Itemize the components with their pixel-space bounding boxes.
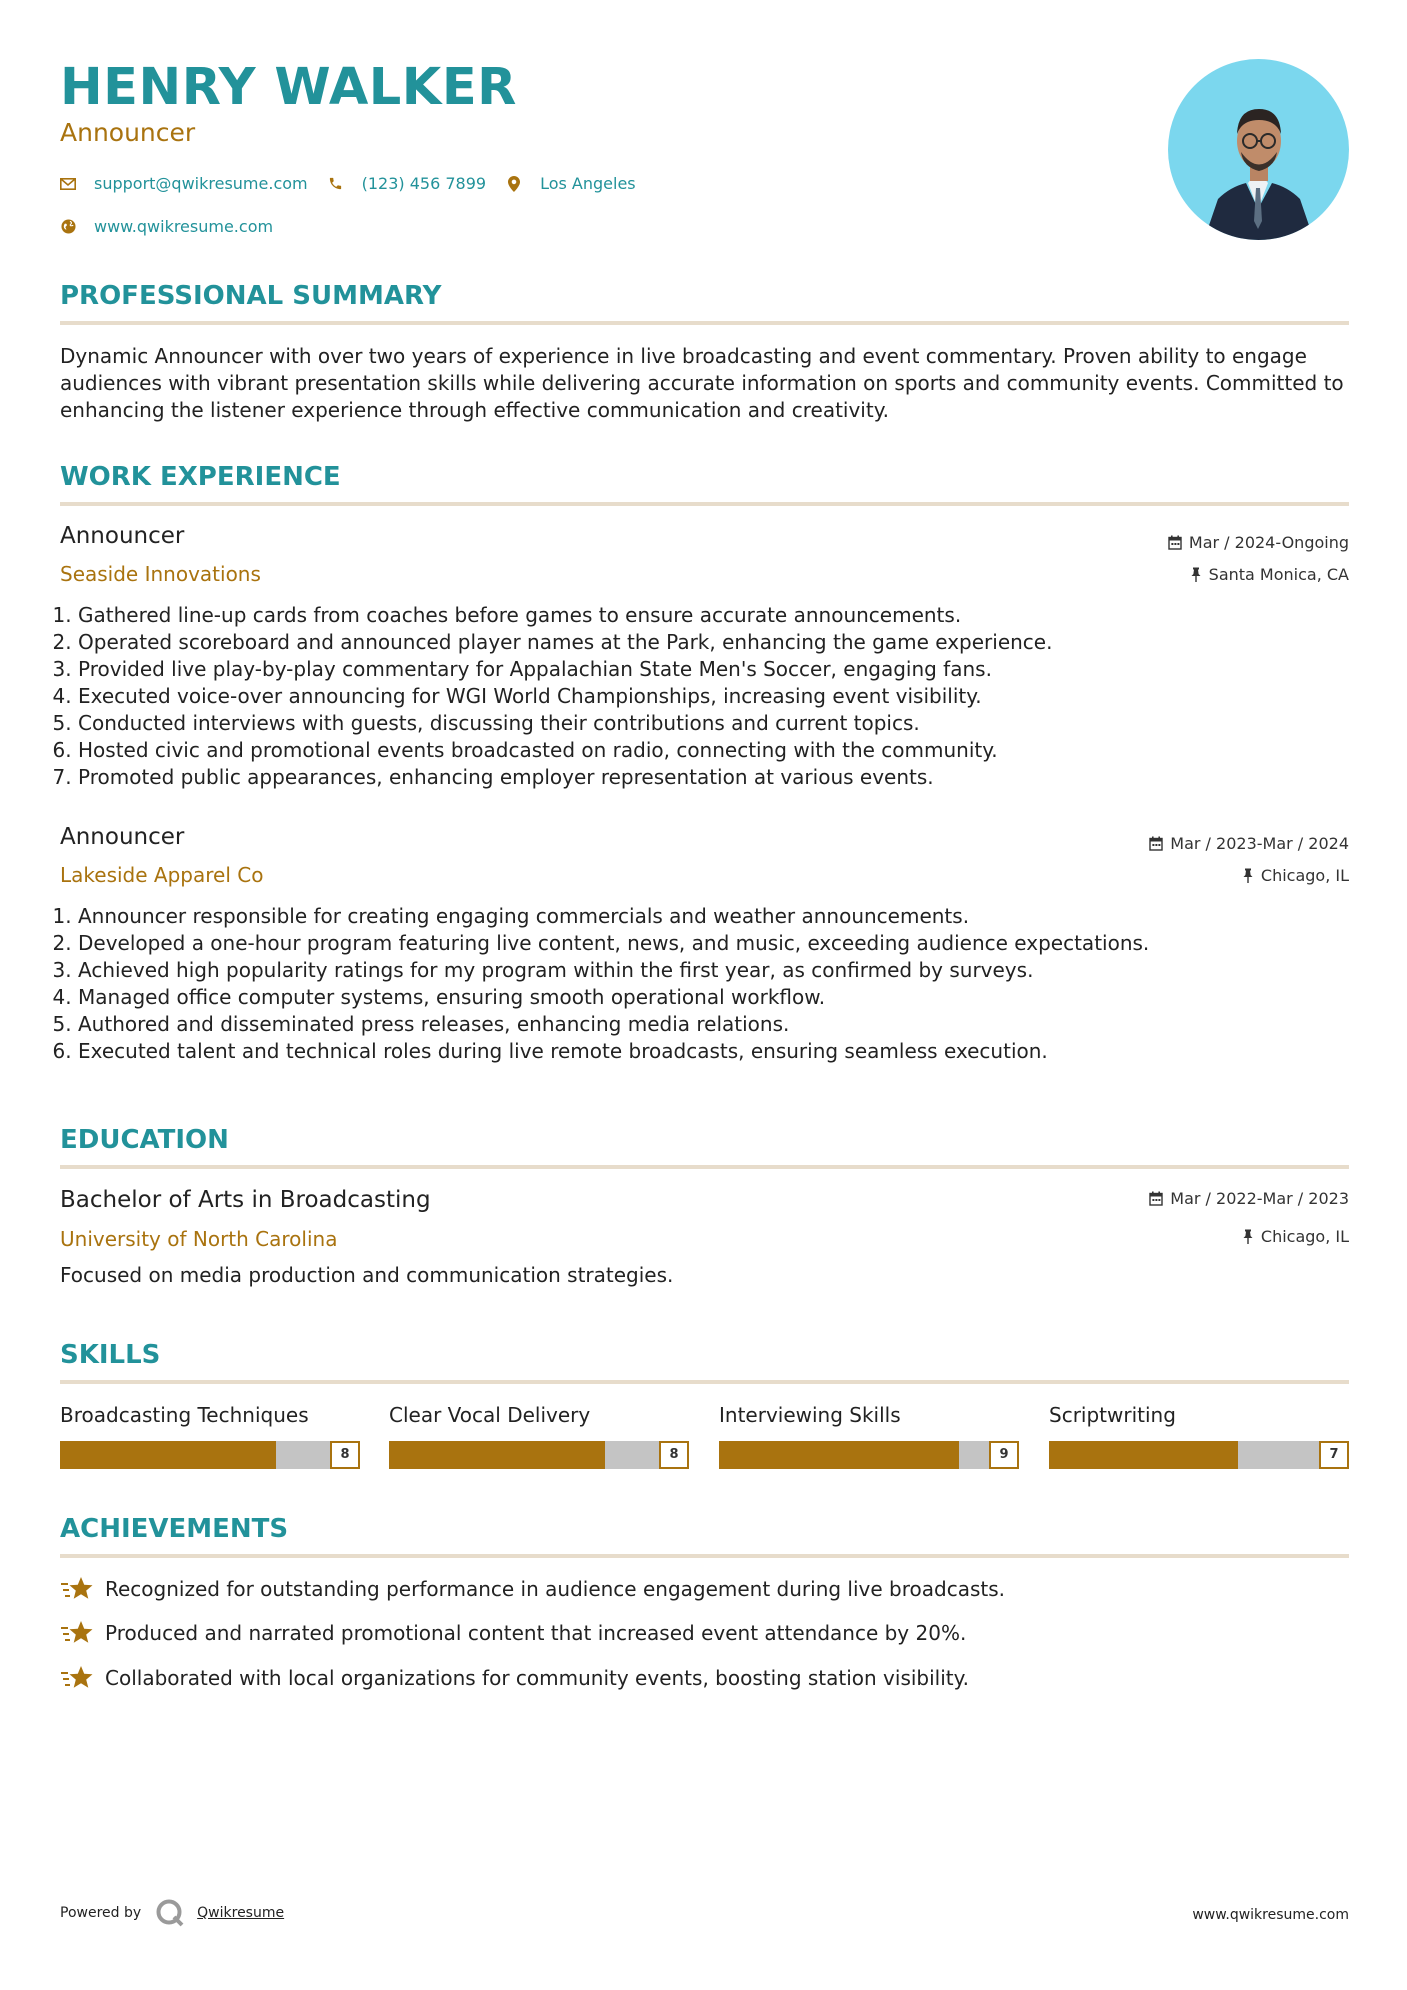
list-item: 5. Conducted interviews with guests, discussing their contributions and current topics. bbox=[78, 710, 1378, 737]
footer-powered-by bbox=[60, 1898, 284, 1928]
list-item: 1. Gathered line-up cards from coaches before games to ensure accurate announcements. bbox=[78, 602, 1378, 629]
education-dates-text: Mar / 2022-Mar / 2023 bbox=[1170, 1189, 1349, 1208]
skill-item bbox=[389, 1403, 689, 1469]
mail-icon bbox=[60, 176, 76, 192]
website-row bbox=[60, 217, 293, 236]
education-description: Focused on media production and communication strategies. bbox=[60, 1263, 674, 1287]
skill-name: Clear Vocal Delivery bbox=[389, 1403, 591, 1427]
achievements-heading: ACHIEVEMENTS bbox=[60, 1514, 289, 1544]
calendar-icon bbox=[1168, 535, 1182, 550]
education-dates bbox=[1149, 1189, 1349, 1208]
list-item: 5. Authored and disseminated press releases, enhancing media relations. bbox=[78, 1011, 1378, 1038]
achievement-text: Produced and narrated promotional content that increased event attendance by 20%. bbox=[105, 1621, 967, 1645]
section-divider bbox=[60, 502, 1349, 506]
company-name: Lakeside Apparel Co bbox=[60, 863, 264, 887]
list-item: 2. Developed a one-hour program featuring live content, news, and music, exceeding audience expectations. bbox=[78, 930, 1378, 957]
list-item: 4. Managed office computer systems, ensuring smooth operational workflow. bbox=[78, 984, 1378, 1011]
website-link[interactable]: www.qwikresume.com bbox=[94, 217, 274, 236]
profile-photo bbox=[1168, 59, 1349, 240]
star-icon bbox=[60, 1576, 93, 1602]
skill-meter bbox=[719, 1441, 1019, 1469]
summary-heading: PROFESSIONAL SUMMARY bbox=[60, 281, 442, 311]
achievement-text: Recognized for outstanding performance in audience engagement during live broadcasts. bbox=[105, 1577, 1005, 1601]
job-dates bbox=[1168, 533, 1349, 552]
powered-by-label: Powered by bbox=[60, 1905, 142, 1921]
skill-meter bbox=[1049, 1441, 1349, 1469]
achievement-item bbox=[60, 1620, 966, 1646]
achievement-text: Collaborated with local organizations for community events, boosting station visibility. bbox=[105, 1666, 969, 1690]
list-item: 1. Announcer responsible for creating engaging commercials and weather announcements. bbox=[78, 903, 1378, 930]
phone-icon bbox=[328, 176, 344, 192]
skills-heading: SKILLS bbox=[60, 1340, 161, 1370]
skill-meter bbox=[60, 1441, 360, 1469]
education-location-text: Chicago, IL bbox=[1260, 1227, 1349, 1246]
school-name: University of North Carolina bbox=[60, 1227, 338, 1251]
job-bullets bbox=[26, 602, 1378, 791]
job-title: Announcer bbox=[60, 824, 185, 850]
job-dates bbox=[1149, 834, 1349, 853]
pushpin-icon bbox=[1242, 868, 1254, 883]
job-bullets bbox=[26, 903, 1378, 1065]
contact-row bbox=[60, 174, 656, 193]
list-item: 2. Operated scoreboard and announced player names at the Park, enhancing the game experience. bbox=[78, 629, 1378, 656]
skill-name: Scriptwriting bbox=[1049, 1403, 1176, 1427]
list-item: 7. Promoted public appearances, enhancing employer representation at various events. bbox=[78, 764, 1378, 791]
phone-number: (123) 456 7899 bbox=[361, 174, 487, 193]
job-location-text: Santa Monica, CA bbox=[1208, 565, 1349, 584]
company-name: Seaside Innovations bbox=[60, 562, 261, 586]
job-location bbox=[1190, 565, 1349, 584]
location-pin-icon bbox=[506, 176, 522, 192]
candidate-name: HENRY WALKER bbox=[60, 58, 517, 117]
section-divider bbox=[60, 1554, 1349, 1558]
skill-item bbox=[60, 1403, 360, 1469]
qwikresume-link[interactable]: Qwikresume bbox=[197, 1905, 285, 1921]
section-divider bbox=[60, 321, 1349, 325]
section-divider bbox=[60, 1380, 1349, 1384]
list-item: 6. Hosted civic and promotional events broadcasted on radio, connecting with the community. bbox=[78, 737, 1378, 764]
email-link[interactable]: support@qwikresume.com bbox=[94, 174, 308, 193]
list-item: 3. Achieved high popularity ratings for my program within the first year, as confirmed by surveys. bbox=[78, 957, 1378, 984]
pushpin-icon bbox=[1190, 567, 1202, 582]
skill-meter bbox=[389, 1441, 689, 1469]
job-dates-text: Mar / 2023-Mar / 2024 bbox=[1170, 834, 1349, 853]
degree-title: Bachelor of Arts in Broadcasting bbox=[60, 1187, 431, 1213]
skill-item bbox=[719, 1403, 1019, 1469]
globe-icon bbox=[60, 219, 76, 235]
skill-meter-fill bbox=[60, 1441, 276, 1469]
star-icon bbox=[60, 1665, 93, 1691]
skill-meter-fill bbox=[389, 1441, 605, 1469]
qwikresume-logo bbox=[155, 1898, 185, 1928]
job-location bbox=[1242, 866, 1349, 885]
star-icon bbox=[60, 1620, 93, 1646]
education-location bbox=[1242, 1227, 1349, 1246]
summary-text: Dynamic Announcer with over two years of experience in live broadcasting and event commentary. Proven ability to engage audiences with vibrant presentation skills while delivering accurate information on sports and community events. Committed to enhancing the listener experience through effective communication and creativity. bbox=[60, 344, 1344, 422]
list-item: 6. Executed talent and technical roles during live remote broadcasts, ensuring seamless execution. bbox=[78, 1038, 1378, 1065]
skill-score: 7 bbox=[1319, 1441, 1349, 1469]
location-text: Los Angeles bbox=[540, 174, 636, 193]
skill-meter-fill bbox=[719, 1441, 959, 1469]
skill-name: Broadcasting Techniques bbox=[60, 1403, 309, 1427]
skill-score: 9 bbox=[989, 1441, 1019, 1469]
job-dates-text: Mar / 2024-Ongoing bbox=[1188, 533, 1349, 552]
skill-meter-fill bbox=[1049, 1441, 1238, 1469]
achievement-item bbox=[60, 1665, 969, 1691]
achievement-item bbox=[60, 1576, 1005, 1602]
calendar-icon bbox=[1149, 1191, 1163, 1206]
list-item: 4. Executed voice-over announcing for WGI World Championships, increasing event visibility. bbox=[78, 683, 1378, 710]
skill-item bbox=[1049, 1403, 1349, 1469]
job-location-text: Chicago, IL bbox=[1260, 866, 1349, 885]
pushpin-icon bbox=[1242, 1229, 1254, 1244]
list-item: 3. Provided live play-by-play commentary for Appalachian State Men's Soccer, engaging fans. bbox=[78, 656, 1378, 683]
experience-heading: WORK EXPERIENCE bbox=[60, 462, 341, 492]
footer-website-link[interactable]: www.qwikresume.com bbox=[1192, 1907, 1349, 1923]
skill-score: 8 bbox=[659, 1441, 689, 1469]
section-divider bbox=[60, 1165, 1349, 1169]
job-title: Announcer bbox=[60, 523, 185, 549]
skill-name: Interviewing Skills bbox=[719, 1403, 901, 1427]
candidate-role: Announcer bbox=[60, 118, 196, 147]
calendar-icon bbox=[1149, 836, 1163, 851]
education-heading: EDUCATION bbox=[60, 1125, 229, 1155]
skill-score: 8 bbox=[330, 1441, 360, 1469]
